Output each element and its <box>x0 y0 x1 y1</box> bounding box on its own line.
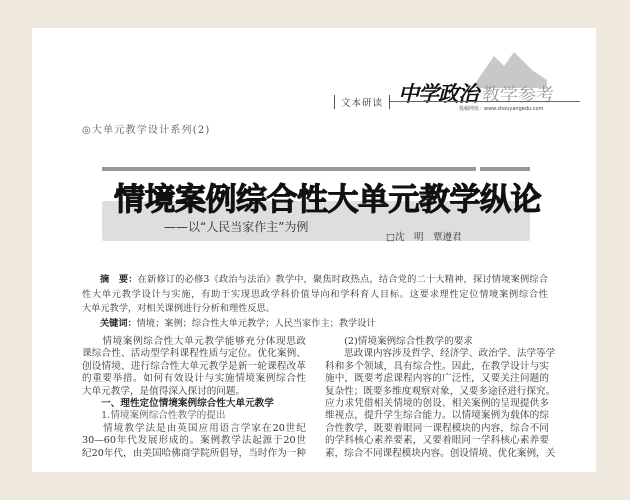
submission-url: 投稿网址：www.shouyangedu.com <box>459 106 544 112</box>
body-line: 施中，既要考虑课程内容的广泛性，又要关注问题的 <box>325 373 549 384</box>
body-line: 思政课内容涉及哲学、经济学、政治学、法学等学 <box>325 348 556 359</box>
journal-logo-main: 中学政治 <box>398 82 478 106</box>
body-line: 应力求凭借相关情境的创设、相关案例的呈现提供多 <box>325 398 549 409</box>
body-line: 创设情境、进行综合性大单元教学是新一轮课程改革 <box>82 361 306 372</box>
abstract-text: 在新修订的必修3《政治与法治》教学中，聚焦时政热点，结合党的二十大精神，探讨情境案例综合 <box>137 274 549 285</box>
body-line: 情境案例综合性大单元教学能够充分体现思政 <box>82 336 306 347</box>
article-title: 情境案例综合性大单元教学纵论 <box>114 182 541 218</box>
body-line: 合性教学，既要着眼同一课程模块的内容，综合不同 <box>325 423 549 434</box>
keywords-label: 关键词： <box>100 318 137 329</box>
keywords-text: 情境；案例；综合性大单元教学；人民当家作主；教学设计 <box>136 318 376 329</box>
title-rule-short <box>480 167 530 171</box>
abstract-label: 摘 要： <box>100 274 138 285</box>
subsection-heading: 1.情境案例综合性教学的提出 <box>82 410 226 421</box>
body-line: 维视点，提升学生综合能力。以情境案例为载体的综 <box>325 410 549 421</box>
abstract-line <box>100 271 548 285</box>
body-line: 素，综合不同课程模块内容。创设情境、优化案例，关 <box>325 448 556 459</box>
body-line: 情境教学法是由英国应用语言学家在20世纪 <box>82 423 306 434</box>
body-line: 复杂性；既要多维度观察对象，又要多途径进行探究。 <box>325 386 556 397</box>
section-tag: 文本研读 <box>334 95 390 109</box>
abstract-line: 性大单元教学设计与实施，有助于实现思政学科价值导向和学科育人目标。这要求理性定位情境案例综合性 <box>82 289 548 300</box>
header-rule <box>390 101 580 102</box>
title-rule <box>102 167 476 171</box>
abstract-line: 大单元教学，对相关课例进行分析和理性反思。 <box>82 303 275 314</box>
body-line: 30—60年代发展形成的。案例教学法起源于20世 <box>82 435 306 446</box>
body-line: 科和多个领域，具有综合性。因此，在教学设计与实 <box>325 361 549 372</box>
body-line: 的重要举措。如何有效设计与实施情境案例综合性 <box>82 373 306 384</box>
body-line: 纪20年代，由美国哈佛商学院所倡导，当时作为一种 <box>82 448 306 459</box>
journal-logo-sub: 教学参考 <box>482 85 554 106</box>
section-heading: 一、理性定位情境案例综合性大单元教学 <box>82 398 274 409</box>
article-authors: □沈 明 覃遵君 <box>386 232 462 243</box>
body-line: 的学科核心素养要素，又要着眼同一学科核心素养要 <box>325 435 549 446</box>
article-subtitle: ——以“人民当家作主”为例 <box>164 220 309 234</box>
body-line: 大单元教学，是值得深入探讨的问题。 <box>82 386 246 397</box>
document-page <box>32 28 596 472</box>
keywords-line <box>100 315 566 329</box>
series-label: ◎大单元教学设计系列(2) <box>82 125 211 136</box>
subsection-heading: (2)情境案例综合性教学的要求 <box>325 336 473 347</box>
body-line: 课综合性、活动型学科课程性质与定位。优化案例、 <box>82 348 306 359</box>
